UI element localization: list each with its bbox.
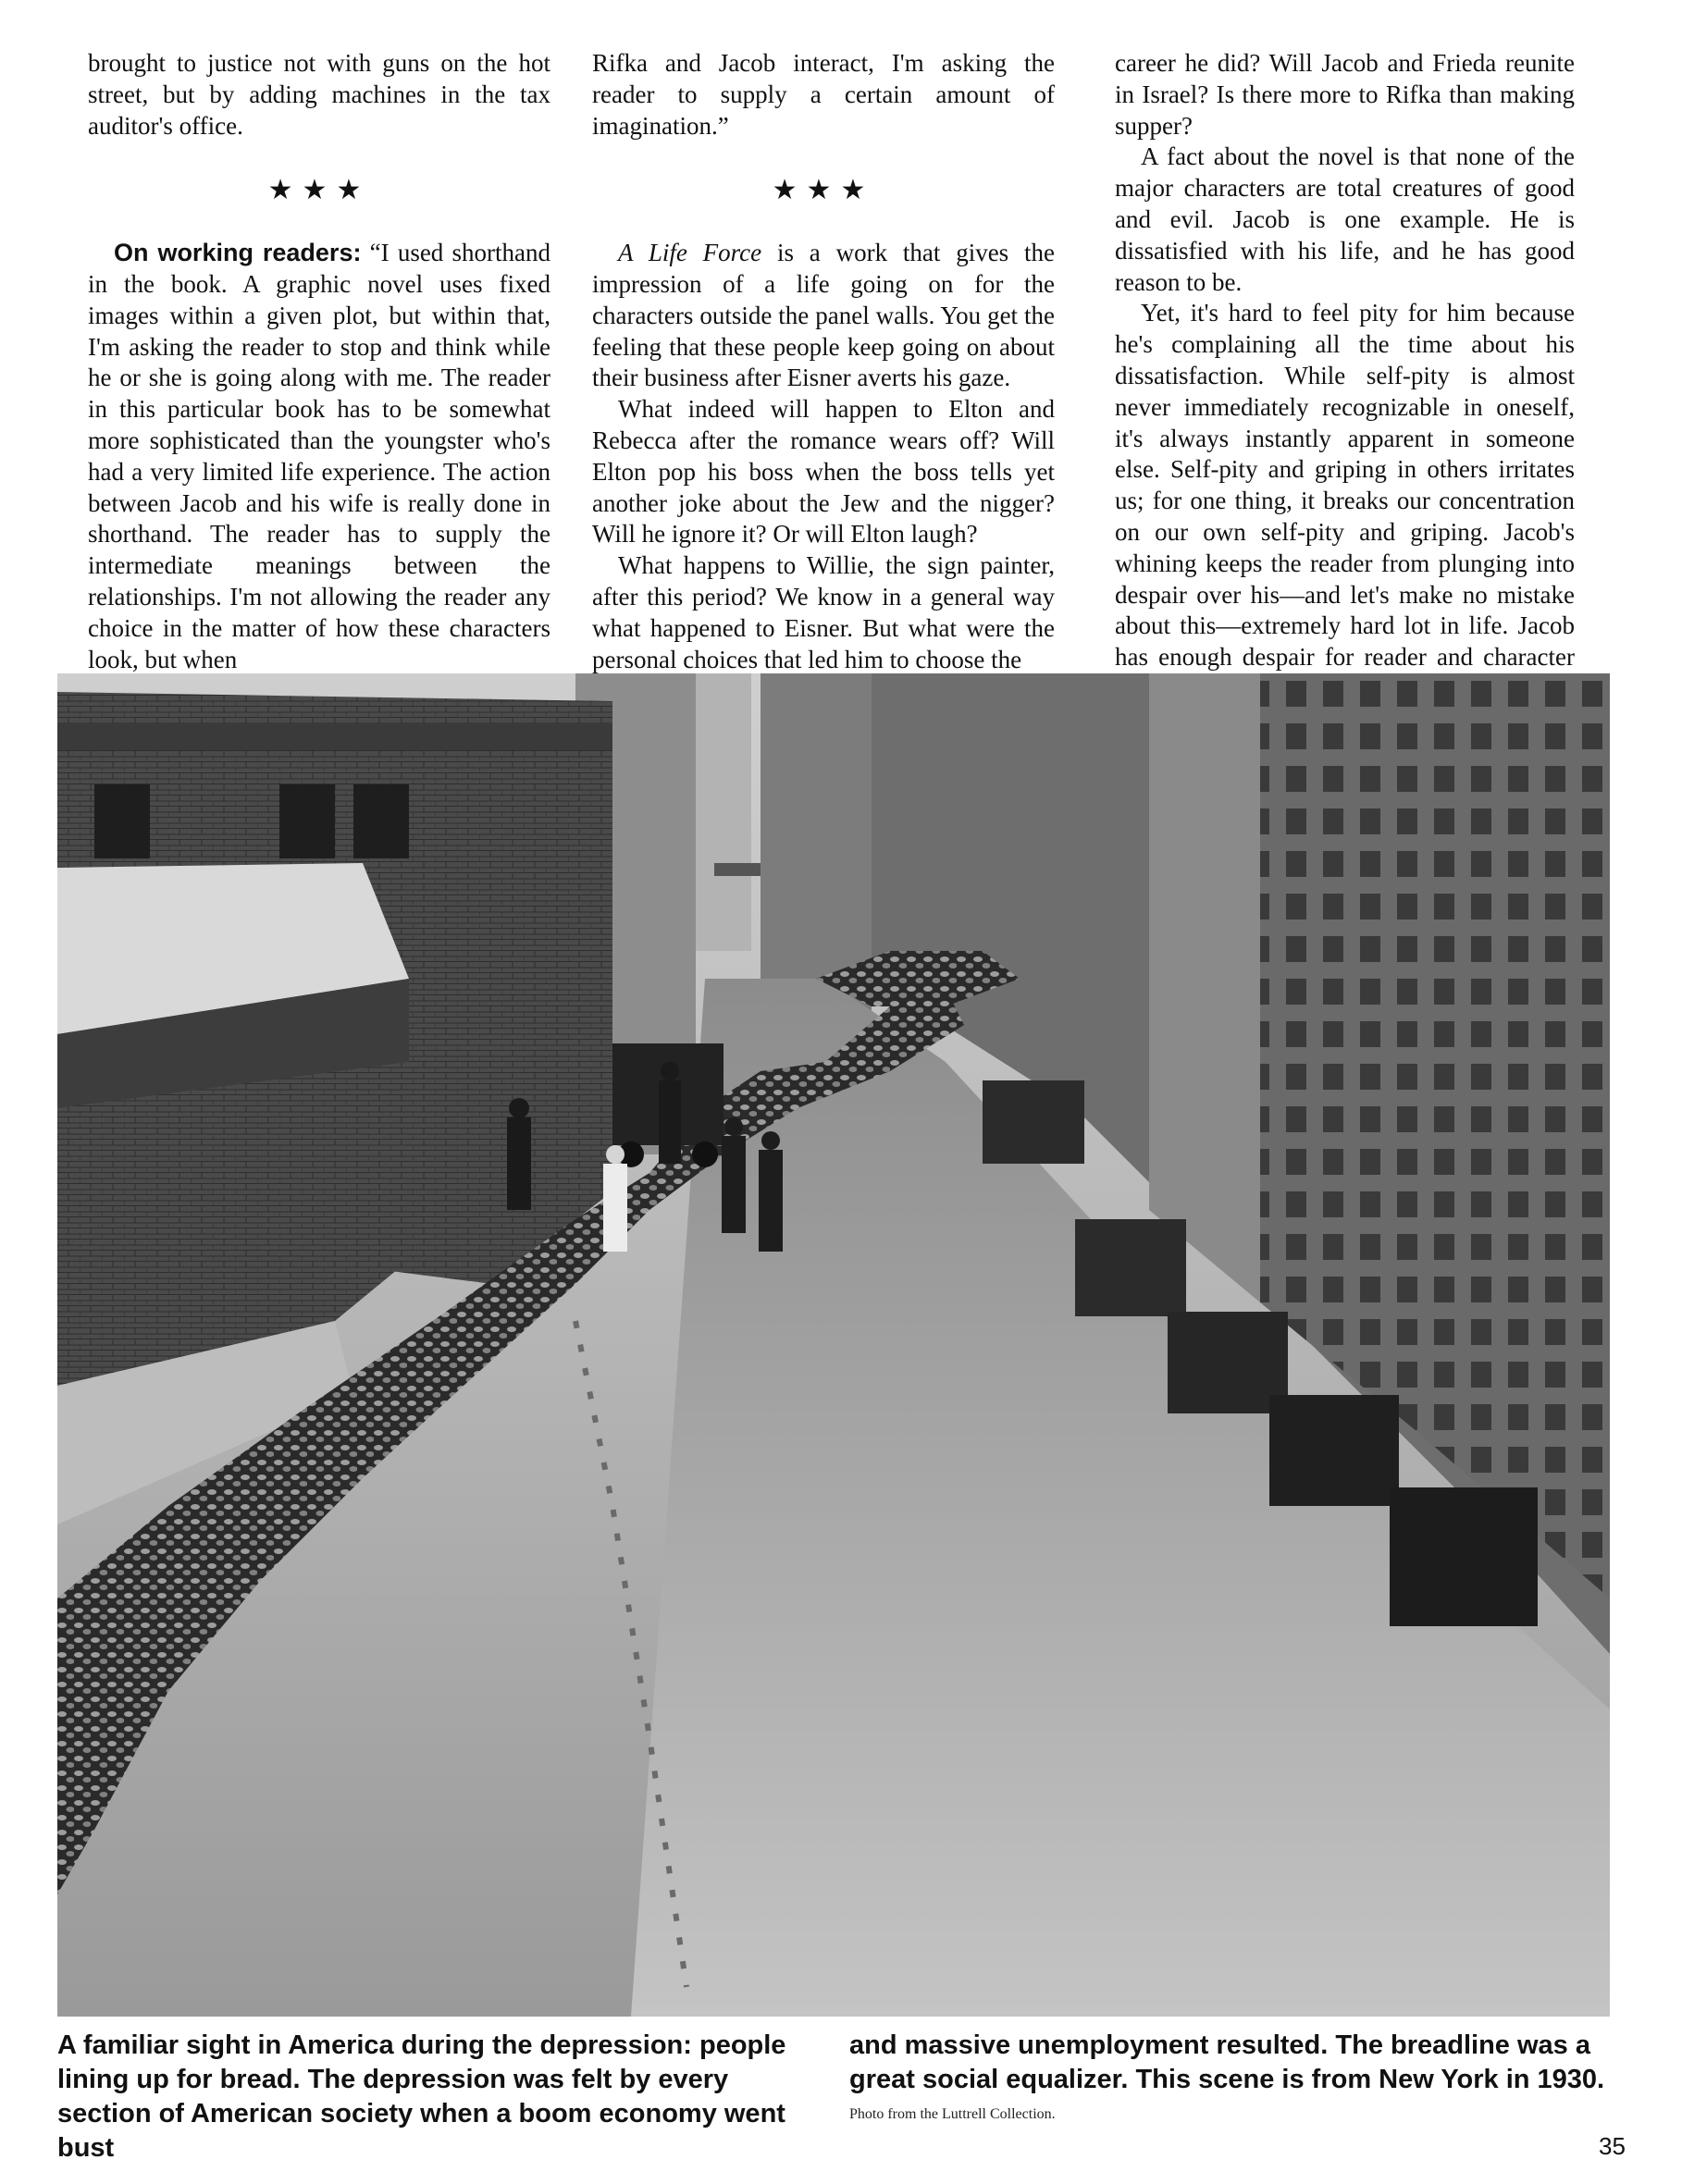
parked-car bbox=[1075, 1219, 1186, 1316]
parked-car bbox=[1269, 1395, 1399, 1506]
paragraph: brought to justice not with guns on the hot street, but by adding machines in the tax auditor's office. bbox=[88, 49, 550, 140]
photo-credit: Photo from the Luttrell Collection. bbox=[849, 2106, 1056, 2122]
car-wheel bbox=[692, 1141, 718, 1167]
paragraph: A fact about the novel is that none of the major characters are total creatures of good and evil. Jacob is one example. He is dissatisfied with his life, and he has good reason to be. bbox=[1115, 142, 1575, 296]
paragraph: career he did? Will Jacob and Frieda reunite in Israel? Is there more to Rifka than making supper? bbox=[1115, 49, 1575, 140]
page-number: 35 bbox=[1599, 2132, 1626, 2160]
person-head bbox=[606, 1145, 625, 1164]
paragraph-lead-heading: On working readers: bbox=[114, 239, 362, 267]
breadline-photograph bbox=[57, 673, 1610, 2017]
pedestrian bbox=[722, 1136, 746, 1233]
person-head bbox=[509, 1098, 529, 1118]
police-officer bbox=[659, 1080, 681, 1164]
man-in-white bbox=[603, 1164, 627, 1252]
paragraph bbox=[592, 238, 1055, 394]
person-head bbox=[724, 1117, 743, 1136]
text-column-3 bbox=[1115, 48, 1575, 705]
paragraph: What indeed will happen to Elton and Rebecca after the romance wears off? Will Elton pop his boss when the boss tells yet another joke about the Jew and the nigger? Will he ignore it? Or will Elton laugh? bbox=[592, 395, 1055, 549]
warehouse-window bbox=[353, 784, 409, 858]
right-building-facade bbox=[1149, 673, 1260, 1302]
paragraph: Yet, it's hard to feel pity for him because he's complaining all the time about his dissatisfaction. While self-pity is almost never immediately recognizable in oneself, it's always instantly apparent in someone else. Self-pity and griping in others irritates us; for one thing, it breaks our concentration on our own self-pity and griping. Jacob's whining keeps the reader from plunging into despair over his—and let's make no mistake about this—extremely hard lot in life. Jacob has enough despair for reader and character bbox=[1115, 299, 1575, 672]
person-head bbox=[761, 1131, 780, 1150]
paragraph-body: “I used shorthand in the book. A graphic novel uses fixed images within a given plot, but within that, I'm asking the reader to stop and think while he or she is going along with me. The reader in this particular book has to be somewhat more sophisticated than the youngster who's had a very limited life experience. The action between Jacob and his wife is really done in shorthand. The reader has to supply the intermediate meanings between the relationships. I'm not allowing the reader any choice in the matter of how these characters look, but when bbox=[88, 239, 550, 673]
photo-caption-right: and massive unemployment resulted. The breadline was a great social equalizer. This scene is from New York in 1930. bbox=[849, 2030, 1605, 2094]
breadline-photo-illustration bbox=[57, 673, 1610, 2017]
warehouse-cornice bbox=[57, 724, 612, 750]
book-title: A Life Force bbox=[618, 239, 762, 267]
section-divider-stars: ★★★ bbox=[267, 174, 371, 207]
pedestrian bbox=[759, 1150, 783, 1252]
paragraph: What happens to Willie, the sign painter, after this period? We know in a general way what happened to Eisner. But what were the personal choices that led him to choose the bbox=[592, 551, 1055, 673]
paragraph bbox=[88, 238, 550, 675]
section-divider-stars: ★★★ bbox=[772, 174, 875, 207]
person-head bbox=[661, 1062, 679, 1080]
parked-car bbox=[983, 1080, 1084, 1164]
warehouse-window bbox=[94, 784, 150, 858]
paragraph: Rifka and Jacob interact, I'm asking the reader to supply a certain amount of imagination.” bbox=[592, 49, 1055, 140]
paragraph-body: is a work that gives the impression of a life going on for the characters outside the panel walls. You get the feeling that these people keep going on about their business after Eisner averts his gaze. bbox=[592, 239, 1055, 392]
parked-car bbox=[1390, 1487, 1538, 1626]
text-column-1 bbox=[88, 48, 550, 675]
distant-building bbox=[696, 673, 751, 951]
photo-caption-left: A familiar sight in America during the depression: people lining up for bread. The depression was felt by every section of American society when a boom economy went bust bbox=[57, 2030, 786, 2163]
text-column-2 bbox=[592, 48, 1055, 675]
police-officer bbox=[507, 1117, 531, 1210]
warehouse-window bbox=[279, 784, 335, 858]
